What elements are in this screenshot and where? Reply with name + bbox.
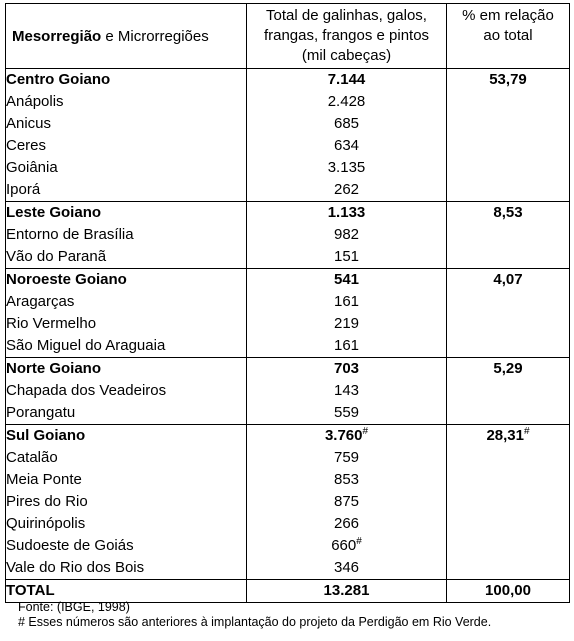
microregion-name: Chapada dos Veadeiros <box>6 380 247 402</box>
microregion-name: Iporá <box>6 179 247 202</box>
microregion-row <box>6 313 570 335</box>
microregion-value: 982 <box>247 224 447 246</box>
microregion-name: Vão do Paranã <box>6 246 247 269</box>
microregion-name: Anápolis <box>6 91 247 113</box>
microregion-row <box>6 535 570 557</box>
region-percent: 28,31# <box>447 425 570 448</box>
empty-percent-cell <box>447 513 570 535</box>
region-percent: 8,53 <box>447 202 570 225</box>
microregion-name: Goiânia <box>6 157 247 179</box>
empty-percent-cell <box>447 313 570 335</box>
microregion-name: Ceres <box>6 135 247 157</box>
microregion-value: 559 <box>247 402 447 425</box>
empty-percent-cell <box>447 135 570 157</box>
region-row <box>6 69 570 92</box>
footnote-mark: # <box>356 536 362 547</box>
empty-percent-cell <box>447 447 570 469</box>
empty-percent-cell <box>447 535 570 557</box>
region-total: 1.133 <box>247 202 447 225</box>
microregion-value: 3.135 <box>247 157 447 179</box>
region-row <box>6 358 570 381</box>
microregion-row <box>6 135 570 157</box>
microregion-value: 266 <box>247 513 447 535</box>
microregion-row <box>6 513 570 535</box>
region-total: 7.144 <box>247 69 447 92</box>
microregion-name: São Miguel do Araguaia <box>6 335 247 358</box>
microregion-row <box>6 335 570 358</box>
region-percent: 4,07 <box>447 269 570 292</box>
region-name: Centro Goiano <box>6 69 247 92</box>
table-header-row <box>6 4 570 69</box>
region-name: Noroeste Goiano <box>6 269 247 292</box>
microregion-name: Sudoeste de Goiás <box>6 535 247 557</box>
microregion-value: 151 <box>247 246 447 269</box>
region-total: 541 <box>247 269 447 292</box>
region-name: Leste Goiano <box>6 202 247 225</box>
microregion-value: 759 <box>247 447 447 469</box>
microregion-row <box>6 246 570 269</box>
microregion-value: 2.428 <box>247 91 447 113</box>
empty-percent-cell <box>447 469 570 491</box>
header-total-column: Total de galinhas, galos, frangas, frangos e pintos (mil cabeças) <box>247 4 447 69</box>
microregion-name: Rio Vermelho <box>6 313 247 335</box>
microregion-row <box>6 157 570 179</box>
microregion-value: 161 <box>247 291 447 313</box>
microregion-name: Pires do Rio <box>6 491 247 513</box>
empty-percent-cell <box>447 291 570 313</box>
microregion-row <box>6 113 570 135</box>
microregion-value: 634 <box>247 135 447 157</box>
header-region-column: Mesorregião e Microrregiões <box>6 4 247 69</box>
region-row <box>6 425 570 448</box>
microregion-name: Entorno de Brasília <box>6 224 247 246</box>
microregion-name: Porangatu <box>6 402 247 425</box>
microregion-value: 143 <box>247 380 447 402</box>
microregion-value: 262 <box>247 179 447 202</box>
empty-percent-cell <box>447 557 570 580</box>
source-note: Fonte: (IBGE, 1998) <box>18 600 130 614</box>
microregion-name: Meia Ponte <box>6 469 247 491</box>
microregion-row <box>6 402 570 425</box>
empty-percent-cell <box>447 224 570 246</box>
empty-percent-cell <box>447 491 570 513</box>
microregion-row <box>6 469 570 491</box>
microregion-row <box>6 447 570 469</box>
microregion-value: 875 <box>247 491 447 513</box>
region-name: Sul Goiano <box>6 425 247 448</box>
header-percent-column: % em relação ao total <box>447 4 570 69</box>
microregion-row <box>6 291 570 313</box>
total-percent: 100,00 <box>447 580 570 603</box>
microregion-row <box>6 179 570 202</box>
region-total: 703 <box>247 358 447 381</box>
microregion-row <box>6 557 570 580</box>
microregion-row <box>6 91 570 113</box>
table-notes <box>18 600 491 630</box>
region-name: Norte Goiano <box>6 358 247 381</box>
footnote-mark: # <box>362 426 369 437</box>
empty-percent-cell <box>447 179 570 202</box>
microregion-value: 660# <box>247 535 447 557</box>
region-total: 3.760# <box>247 425 447 448</box>
empty-percent-cell <box>447 335 570 358</box>
microregion-value: 161 <box>247 335 447 358</box>
total-value: 13.281 <box>247 580 447 603</box>
empty-percent-cell <box>447 91 570 113</box>
empty-percent-cell <box>447 113 570 135</box>
microregion-value: 346 <box>247 557 447 580</box>
empty-percent-cell <box>447 380 570 402</box>
footnote: # Esses números são anteriores à implantação do projeto da Perdigão em Rio Verde. <box>18 615 492 629</box>
region-row <box>6 269 570 292</box>
microregion-row <box>6 491 570 513</box>
table-body <box>6 69 570 580</box>
microregion-value: 853 <box>247 469 447 491</box>
empty-percent-cell <box>447 402 570 425</box>
microregion-name: Quirinópolis <box>6 513 247 535</box>
region-percent: 5,29 <box>447 358 570 381</box>
footnote-mark: # <box>523 426 530 437</box>
microregion-name: Catalão <box>6 447 247 469</box>
microregion-row <box>6 224 570 246</box>
microregion-value: 219 <box>247 313 447 335</box>
microregion-name: Anicus <box>6 113 247 135</box>
microregion-row <box>6 380 570 402</box>
total-label: TOTAL <box>6 580 247 603</box>
poultry-table <box>5 3 570 603</box>
region-row <box>6 202 570 225</box>
microregion-value: 685 <box>247 113 447 135</box>
empty-percent-cell <box>447 246 570 269</box>
region-percent: 53,79 <box>447 69 570 92</box>
empty-percent-cell <box>447 157 570 179</box>
microregion-name: Vale do Rio dos Bois <box>6 557 247 580</box>
microregion-name: Aragarças <box>6 291 247 313</box>
